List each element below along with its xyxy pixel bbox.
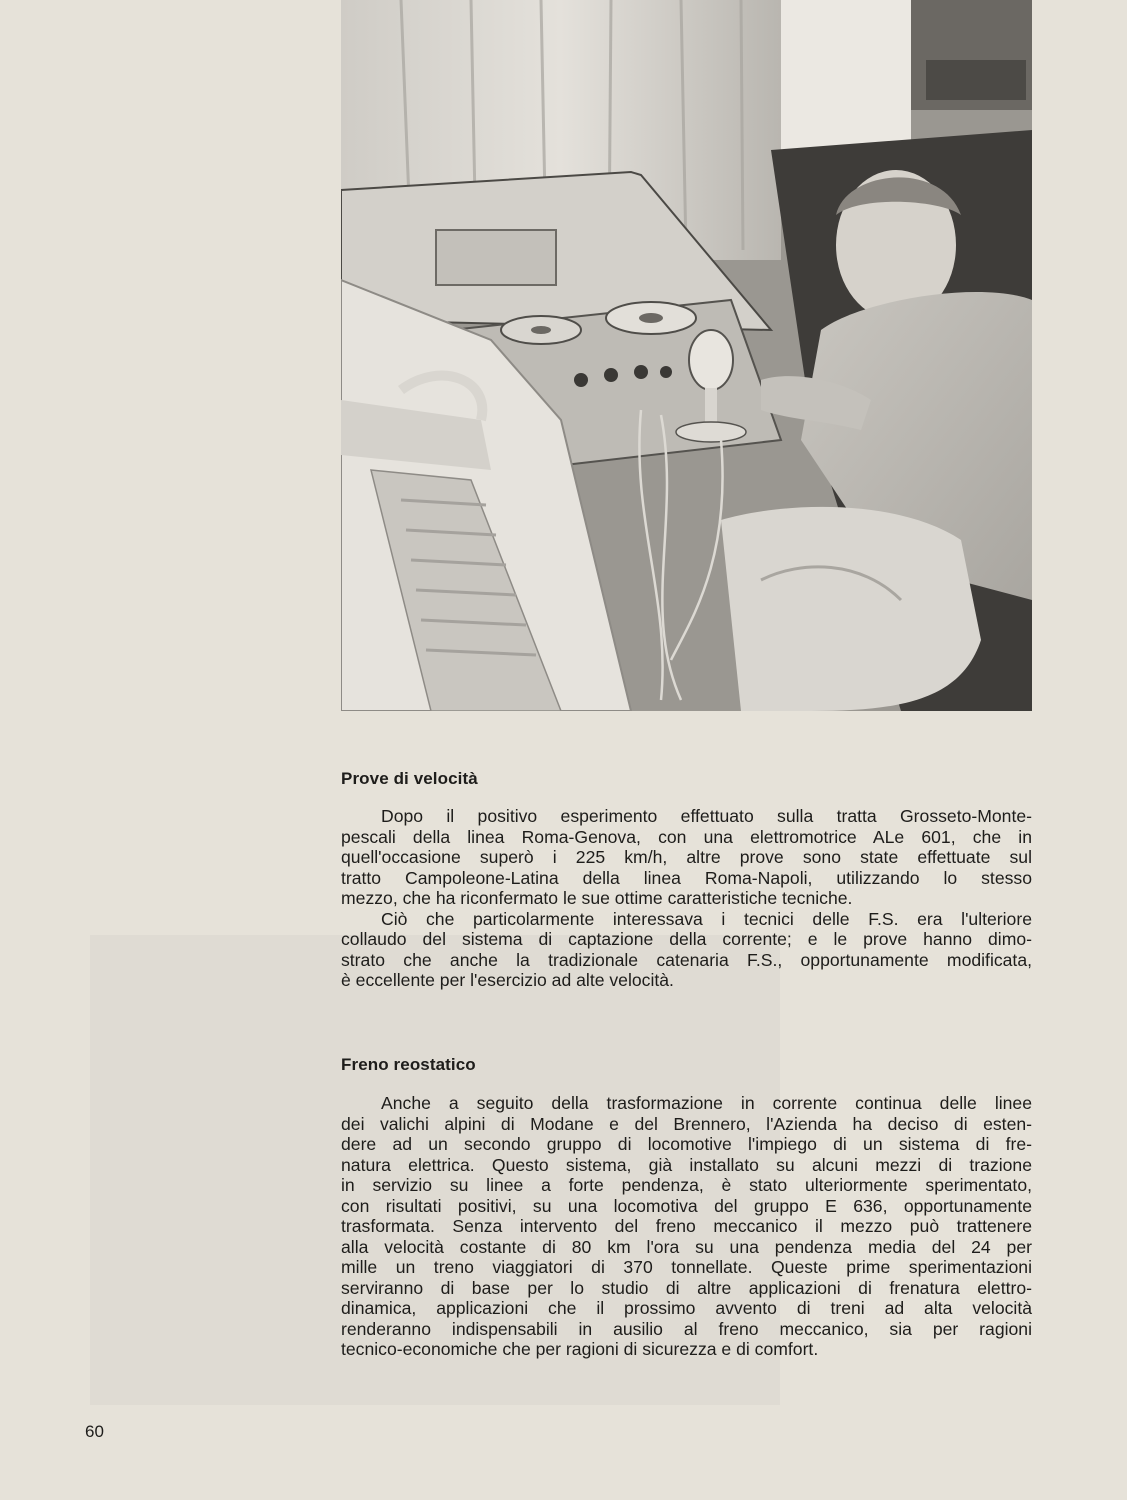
- text-line: dere ad un secondo gruppo di locomotive l'impiego di un sistema di fre-: [341, 1134, 1032, 1154]
- text-line: trasformata. Senza intervento del freno meccanico il mezzo può trattenere: [341, 1216, 1032, 1236]
- text-line: renderanno indispensabili in ausilio al freno meccanico, sia per ragioni: [341, 1318, 1032, 1339]
- text-line: Dopo il positivo esperimento effettuato sulla tratta Grosseto-Monte-: [381, 806, 1032, 826]
- text-line: tratto Campoleone-Latina della linea Roma-Napoli, utilizzando lo stesso: [341, 867, 1032, 888]
- text-line: alla velocità costante di 80 km l'ora su una pendenza media del 24 per: [341, 1236, 1032, 1257]
- text-line: mille un treno viaggiatori di 370 tonnellate. Queste prime sperimentazioni: [341, 1257, 1032, 1277]
- text-line: con risultati positivi, su una locomotiva del gruppo E 636, opportunamente: [341, 1195, 1032, 1216]
- text-line: dinamica, applicazioni che il prossimo avvento di treni ad alta velocità: [341, 1298, 1032, 1318]
- photo-illustration: [341, 0, 1032, 711]
- text-line: collaudo del sistema di captazione della corrente; e le prove hanno dimo-: [341, 929, 1032, 949]
- text-line: serviranno di base per lo studio di altre applicazioni di frenatura elettro-: [341, 1277, 1032, 1298]
- text-line: tecnico-economiche che per ragioni di sicurezza e di comfort.: [341, 1339, 819, 1359]
- section-body-freno-reostatico: [341, 1093, 1032, 1360]
- photo-tape-recorder-operator: [341, 0, 1032, 711]
- text-line: natura elettrica. Questo sistema, già installato su alcuni mezzi di trazione: [341, 1154, 1032, 1175]
- text-line: pescali della linea Roma-Genova, con una elettromotrice ALe 601, che in: [341, 826, 1032, 847]
- section-body-prove-di-velocita: [341, 806, 1032, 991]
- text-line: mezzo, che ha riconfermato le sue ottime caratteristiche tecniche.: [341, 888, 853, 908]
- text-line: è eccellente per l'esercizio ad alte velocità.: [341, 970, 674, 990]
- text-line: Anche a seguito della trasformazione in corrente continua delle linee: [381, 1093, 1032, 1113]
- text-line: Ciò che particolarmente interessava i tecnici delle F.S. era l'ulteriore: [381, 908, 1032, 929]
- text-line: in servizio su linee a forte pendenza, è stato ulteriormente sperimentato,: [341, 1175, 1032, 1195]
- text-line: quell'occasione superò i 225 km/h, altre prove sono state effettuate sul: [341, 847, 1032, 867]
- section-heading-prove-di-velocita: Prove di velocità: [341, 769, 478, 788]
- section-heading-freno-reostatico: Freno reostatico: [341, 1055, 476, 1074]
- text-line: strato che anche la tradizionale catenaria F.S., opportunamente modificata,: [341, 949, 1032, 970]
- page-number: 60: [85, 1422, 104, 1441]
- text-line: dei valichi alpini di Modane e del Brennero, l'Azienda ha deciso di esten-: [341, 1113, 1032, 1134]
